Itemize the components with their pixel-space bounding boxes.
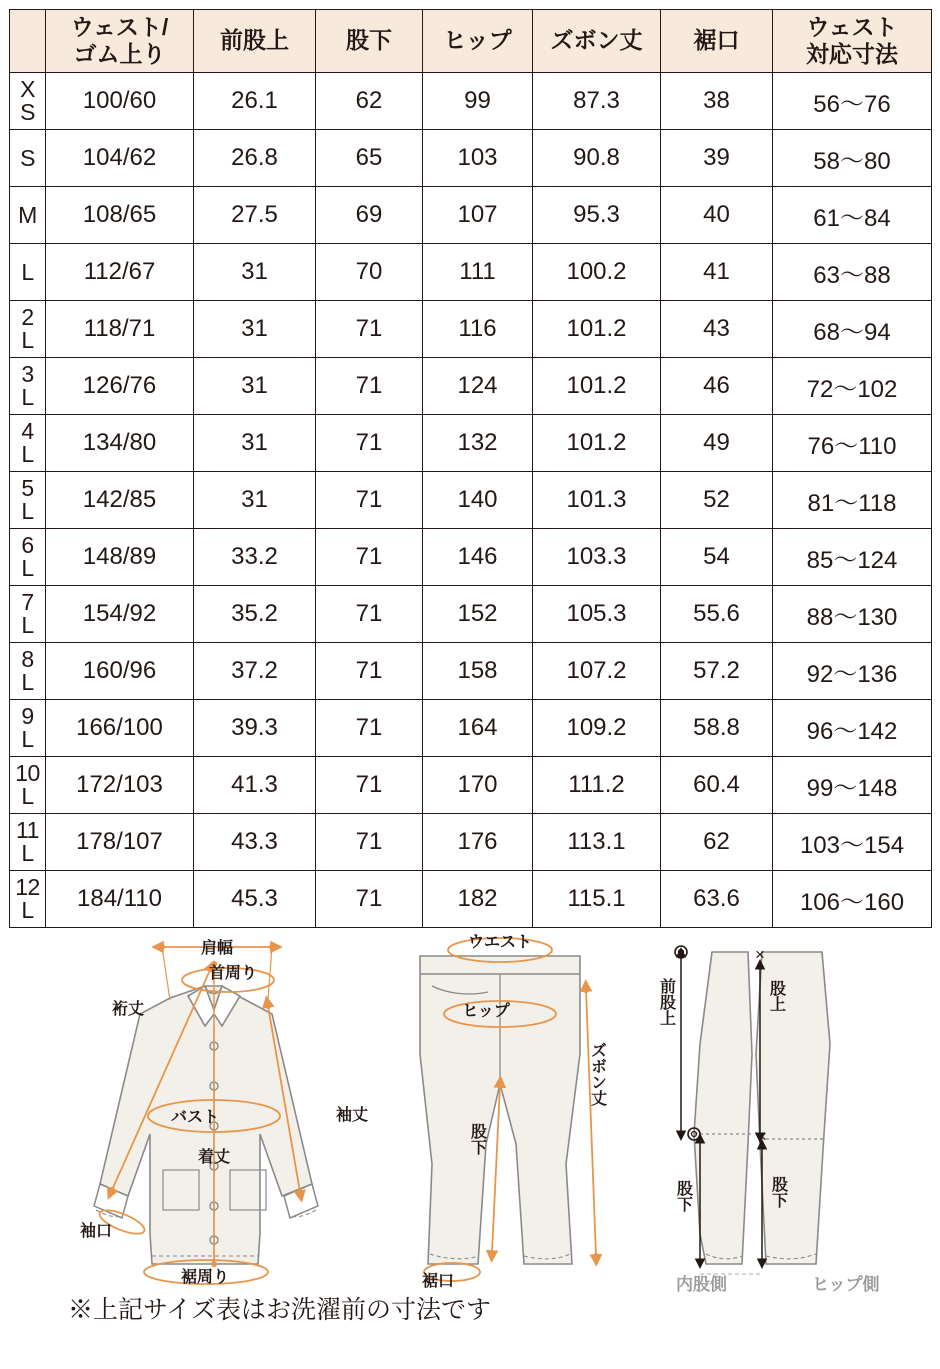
label-neck: 首周り	[208, 965, 258, 982]
table-row	[10, 700, 932, 757]
cell-waist-fit: 85〜124	[773, 529, 932, 586]
cell-pant-length: 101.3	[533, 472, 661, 529]
cell-waist-fit: 72〜102	[773, 358, 932, 415]
cell-size	[10, 130, 46, 187]
back-rise-x-marker: ×	[755, 945, 765, 964]
size-bottom: L	[21, 612, 34, 638]
cell-hip: 103	[423, 130, 533, 187]
size-bottom: L	[21, 669, 34, 695]
cell-hem: 38	[661, 73, 773, 130]
label-bust: バスト	[170, 1109, 220, 1126]
cell-pant-length: 100.2	[533, 244, 661, 301]
size-chart-page	[0, 9, 940, 1369]
size-table-head	[10, 10, 932, 73]
cell-pant-length: 115.1	[533, 871, 661, 928]
cell-hem: 46	[661, 358, 773, 415]
table-row	[10, 187, 932, 244]
table-row	[10, 415, 932, 472]
size-top: 2	[21, 304, 34, 331]
shoulder-guide-left	[162, 947, 170, 1000]
cell-waist: 172/103	[46, 757, 194, 814]
cell-waist: 178/107	[46, 814, 194, 871]
cell-pant-length: 105.3	[533, 586, 661, 643]
cell-pant-length: 101.2	[533, 358, 661, 415]
label-pants-hip: ヒップ	[462, 1003, 510, 1020]
table-row	[10, 73, 932, 130]
header-hip: ヒップ	[423, 10, 533, 73]
size-top: 6	[21, 532, 34, 559]
label-inner-side: 内股側	[676, 1275, 727, 1294]
label-hip-side: ヒップ側	[812, 1275, 880, 1294]
cell-inseam: 65	[316, 130, 423, 187]
table-row	[10, 814, 932, 871]
cell-inseam: 70	[316, 244, 423, 301]
cell-waist-fit: 92〜136	[773, 643, 932, 700]
cell-waist-fit: 81〜118	[773, 472, 932, 529]
cell-waist: 100/60	[46, 73, 194, 130]
cell-waist: 148/89	[46, 529, 194, 586]
cell-front-rise: 26.8	[194, 130, 316, 187]
size-bottom: L	[21, 498, 34, 524]
cell-hip: 116	[423, 301, 533, 358]
label-shoulder-width: 肩幅	[200, 940, 234, 957]
header-size	[10, 10, 46, 73]
cell-front-rise: 45.3	[194, 871, 316, 928]
cell-waist-fit: 63〜88	[773, 244, 932, 301]
cell-waist: 112/67	[46, 244, 194, 301]
cell-pant-length: 113.1	[533, 814, 661, 871]
table-header-row	[10, 10, 932, 73]
cell-waist-fit: 56〜76	[773, 73, 932, 130]
cell-front-rise: 31	[194, 358, 316, 415]
label-hem-around: 裾周り	[180, 1269, 230, 1286]
cell-waist-fit: 58〜80	[773, 130, 932, 187]
cell-inseam: 71	[316, 871, 423, 928]
cell-size	[10, 700, 46, 757]
header-waist-fit-line1: ウェスト	[806, 13, 898, 40]
cell-hem: 40	[661, 187, 773, 244]
cell-waist-fit: 76〜110	[773, 415, 932, 472]
footnote: ※上記サイズ表はお洗濯前の寸法です	[68, 1296, 492, 1324]
cell-pant-length: 87.3	[533, 73, 661, 130]
size-bottom: L	[21, 840, 34, 866]
cell-hem: 60.4	[661, 757, 773, 814]
cell-inseam: 71	[316, 529, 423, 586]
label-cuff: 袖口	[79, 1223, 113, 1240]
cell-size	[10, 358, 46, 415]
size-bottom: L	[21, 555, 34, 581]
cell-hip: 182	[423, 871, 533, 928]
header-waist-fit	[773, 10, 932, 73]
cell-inseam: 71	[316, 415, 423, 472]
cell-front-rise: 35.2	[194, 586, 316, 643]
table-row	[10, 358, 932, 415]
cell-hem: 39	[661, 130, 773, 187]
size-top: 9	[21, 703, 34, 730]
size-top: 4	[21, 418, 34, 445]
cell-hip: 99	[423, 73, 533, 130]
table-row	[10, 301, 932, 358]
cell-inseam: 71	[316, 643, 423, 700]
cell-hem: 43	[661, 301, 773, 358]
cell-pant-length: 101.2	[533, 415, 661, 472]
label-body-length: 着丈	[197, 1149, 231, 1166]
cell-waist: 108/65	[46, 187, 194, 244]
cell-hem: 62	[661, 814, 773, 871]
cell-hip: 170	[423, 757, 533, 814]
cell-waist: 134/80	[46, 415, 194, 472]
table-row	[10, 472, 932, 529]
cell-inseam: 71	[316, 586, 423, 643]
size-bottom: L	[21, 384, 34, 410]
cell-hem: 63.6	[661, 871, 773, 928]
cell-waist: 166/100	[46, 700, 194, 757]
cell-hip: 140	[423, 472, 533, 529]
size-top: L	[21, 258, 34, 285]
label-back-inseam: 股下	[769, 1176, 787, 1208]
cell-front-rise: 33.2	[194, 529, 316, 586]
cell-size	[10, 529, 46, 586]
cell-size	[10, 244, 46, 301]
cell-inseam: 62	[316, 73, 423, 130]
size-top: 12	[15, 874, 40, 901]
cell-pant-length: 109.2	[533, 700, 661, 757]
cell-size	[10, 871, 46, 928]
cell-size	[10, 301, 46, 358]
header-waist-line1: ウェスト/	[70, 13, 169, 40]
cell-waist-fit: 96〜142	[773, 700, 932, 757]
label-pants-inseam: 股下	[468, 1123, 486, 1155]
size-bottom: L	[21, 783, 34, 809]
label-sleeve-length: 袖丈	[335, 1107, 369, 1124]
cell-inseam: 71	[316, 472, 423, 529]
pants-length-dot-top	[583, 987, 589, 993]
label-front-inseam: 股下	[674, 1180, 692, 1212]
body-length-dot-bottom	[211, 1261, 217, 1267]
sleeve-dot-bottom	[297, 1189, 303, 1195]
pants-inseam-dot	[497, 1083, 503, 1089]
label-front-rise: 前股上	[657, 978, 675, 1026]
cell-pant-length: 103.3	[533, 529, 661, 586]
table-row	[10, 871, 932, 928]
pants-length-dot-bottom	[593, 1253, 599, 1259]
size-top: 11	[16, 817, 39, 844]
table-row	[10, 757, 932, 814]
cell-inseam: 69	[316, 187, 423, 244]
cell-pant-length: 95.3	[533, 187, 661, 244]
cell-front-rise: 31	[194, 415, 316, 472]
label-pants-length: ズボン丈	[588, 1042, 606, 1106]
front-rise-circle-inner	[679, 950, 684, 955]
size-top: 8	[21, 646, 34, 673]
table-row	[10, 643, 932, 700]
cell-waist: 184/110	[46, 871, 194, 928]
cell-hem: 49	[661, 415, 773, 472]
size-bottom: L	[21, 441, 34, 467]
size-top: 10	[15, 760, 40, 787]
cell-hip: 152	[423, 586, 533, 643]
pants-figure	[420, 934, 607, 1290]
size-top: M	[18, 201, 37, 228]
cell-pant-length: 111.2	[533, 757, 661, 814]
shoulder-dot-left	[159, 944, 165, 950]
header-hem: 裾口	[661, 10, 773, 73]
cell-hem: 58.8	[661, 700, 773, 757]
pants-length-line	[586, 990, 596, 1256]
cell-hip: 146	[423, 529, 533, 586]
cell-front-rise: 31	[194, 472, 316, 529]
cell-waist: 154/92	[46, 586, 194, 643]
label-yuki: 裄丈	[111, 1001, 145, 1018]
cell-pant-length: 90.8	[533, 130, 661, 187]
size-bottom: S	[20, 99, 35, 125]
cell-hip: 158	[423, 643, 533, 700]
cell-inseam: 71	[316, 700, 423, 757]
cell-waist-fit: 68〜94	[773, 301, 932, 358]
jacket-figure	[80, 938, 368, 1286]
label-pants-waist: ウエスト	[467, 934, 533, 951]
cell-hip: 111	[423, 244, 533, 301]
size-top: X	[20, 76, 35, 103]
size-table-body	[10, 73, 932, 928]
cell-hem: 57.2	[661, 643, 773, 700]
cell-front-rise: 37.2	[194, 643, 316, 700]
cell-size	[10, 415, 46, 472]
sleeve-dot-top	[265, 1003, 271, 1009]
cell-waist: 104/62	[46, 130, 194, 187]
header-waist	[46, 10, 194, 73]
cell-hip: 164	[423, 700, 533, 757]
cell-front-rise: 27.5	[194, 187, 316, 244]
shoulder-dot-right	[269, 944, 275, 950]
cell-waist: 142/85	[46, 472, 194, 529]
cell-hip: 124	[423, 358, 533, 415]
cell-hip: 176	[423, 814, 533, 871]
cell-size	[10, 814, 46, 871]
cell-size	[10, 586, 46, 643]
cell-front-rise: 31	[194, 244, 316, 301]
cell-inseam: 71	[316, 814, 423, 871]
cell-waist: 160/96	[46, 643, 194, 700]
rise-left-panel	[694, 952, 752, 1264]
cell-inseam: 71	[316, 301, 423, 358]
table-row	[10, 244, 932, 301]
cell-waist-fit: 103〜154	[773, 814, 932, 871]
cell-hem: 54	[661, 529, 773, 586]
cell-hip: 132	[423, 415, 533, 472]
size-top: 5	[21, 475, 34, 502]
measurement-illustrations	[0, 934, 940, 1334]
rise-figure	[658, 945, 880, 1294]
header-inseam: 股下	[316, 10, 423, 73]
cell-size	[10, 187, 46, 244]
cell-front-rise: 31	[194, 301, 316, 358]
header-pant-length: ズボン丈	[533, 10, 661, 73]
yuki-dot	[109, 1187, 115, 1193]
cell-size	[10, 643, 46, 700]
header-front-rise: 前股上	[194, 10, 316, 73]
header-waist-line2: ゴム上り	[73, 41, 166, 67]
cell-waist-fit: 99〜148	[773, 757, 932, 814]
cell-waist-fit: 88〜130	[773, 586, 932, 643]
cell-waist: 118/71	[46, 301, 194, 358]
illustration-svg	[0, 934, 940, 1334]
back-inseam-x-marker: ×	[757, 1127, 767, 1146]
table-row	[10, 586, 932, 643]
cell-waist-fit: 61〜84	[773, 187, 932, 244]
size-bottom: L	[21, 327, 34, 353]
cell-front-rise: 43.3	[194, 814, 316, 871]
size-top: 3	[21, 361, 34, 388]
label-pants-hem: 裾口	[421, 1273, 455, 1290]
cell-hem: 52	[661, 472, 773, 529]
size-top: S	[20, 144, 35, 171]
cell-size	[10, 73, 46, 130]
table-row	[10, 130, 932, 187]
size-bottom: L	[21, 726, 34, 752]
cell-front-rise: 26.1	[194, 73, 316, 130]
cell-size	[10, 472, 46, 529]
cell-hem: 41	[661, 244, 773, 301]
table-row	[10, 529, 932, 586]
cell-waist: 126/76	[46, 358, 194, 415]
size-top: 7	[21, 589, 34, 616]
cell-hem: 55.6	[661, 586, 773, 643]
cell-front-rise: 39.3	[194, 700, 316, 757]
cell-hip: 107	[423, 187, 533, 244]
label-back-rise: 股上	[767, 980, 785, 1012]
cell-inseam: 71	[316, 757, 423, 814]
cell-pant-length: 101.2	[533, 301, 661, 358]
size-bottom: L	[21, 897, 34, 923]
size-table	[9, 9, 932, 928]
cell-front-rise: 41.3	[194, 757, 316, 814]
cell-size	[10, 757, 46, 814]
cell-pant-length: 107.2	[533, 643, 661, 700]
cell-waist-fit: 106〜160	[773, 871, 932, 928]
cell-inseam: 71	[316, 358, 423, 415]
header-waist-fit-line2: 対応寸法	[806, 41, 898, 67]
